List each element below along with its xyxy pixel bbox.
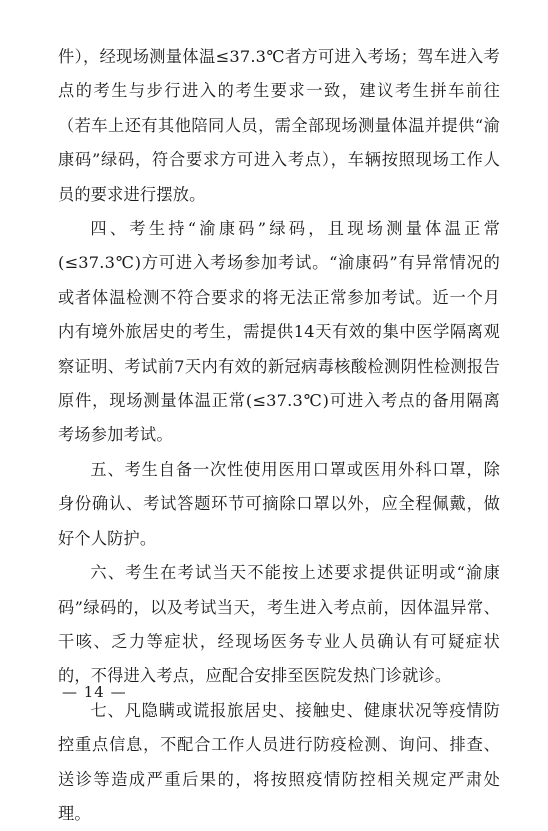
page-number: — 14 —: [62, 683, 127, 701]
paragraph-item-6: 六、考生在考试当天不能按上述要求提供证明或“渝康码”绿码的，以及考试当天，考生进入考点前，因体温异常、干咳、乏力等症状，经现场医务专业人员确认有可疑症状的，不得进入考点，应配合安排至医院发热门诊就诊。: [58, 563, 500, 686]
paragraph-item-4: 四、考生持“渝康码”绿码，且现场测量体温正常(≤37.3℃)方可进入考场参加考试。“渝康码”有异常情况的或者体温检测不符合要求的将无法正常参加考试。近一个月内有境外旅居史的考生，需提供14天有效的集中医学隔离观察证明、考试前7天内有效的新冠病毒核酸检测阴性检测报告原件，现场测量体温正常(≤37.3℃)可进入考点的备用隔离考场参加考试。: [58, 219, 500, 445]
document-body: [58, 40, 500, 831]
paragraph-item-7: 七、凡隐瞒或谎报旅居史、接触史、健康状况等疫情防控重点信息，不配合工作人员进行防疫检测、询问、排查、送诊等造成严重后果的，将按照疫情防控相关规定严肃处理。: [58, 700, 500, 823]
paragraph-item-5: 五、考生自备一次性使用医用口罩或医用外科口罩，除身份确认、考试答题环节可摘除口罩以外，应全程佩戴，做好个人防护。: [58, 459, 500, 548]
paragraph-continuation: 件），经现场测量体温≤37.3℃者方可进入考场；驾车进入考点的考生与步行进入的考生要求一致，建议考生拼车前往（若车上还有其他陪同人员，需全部现场测量体温并提供“渝康码”绿码，符合要求方可进入考点），车辆按照现场工作人员的要求进行摆放。: [58, 47, 500, 204]
